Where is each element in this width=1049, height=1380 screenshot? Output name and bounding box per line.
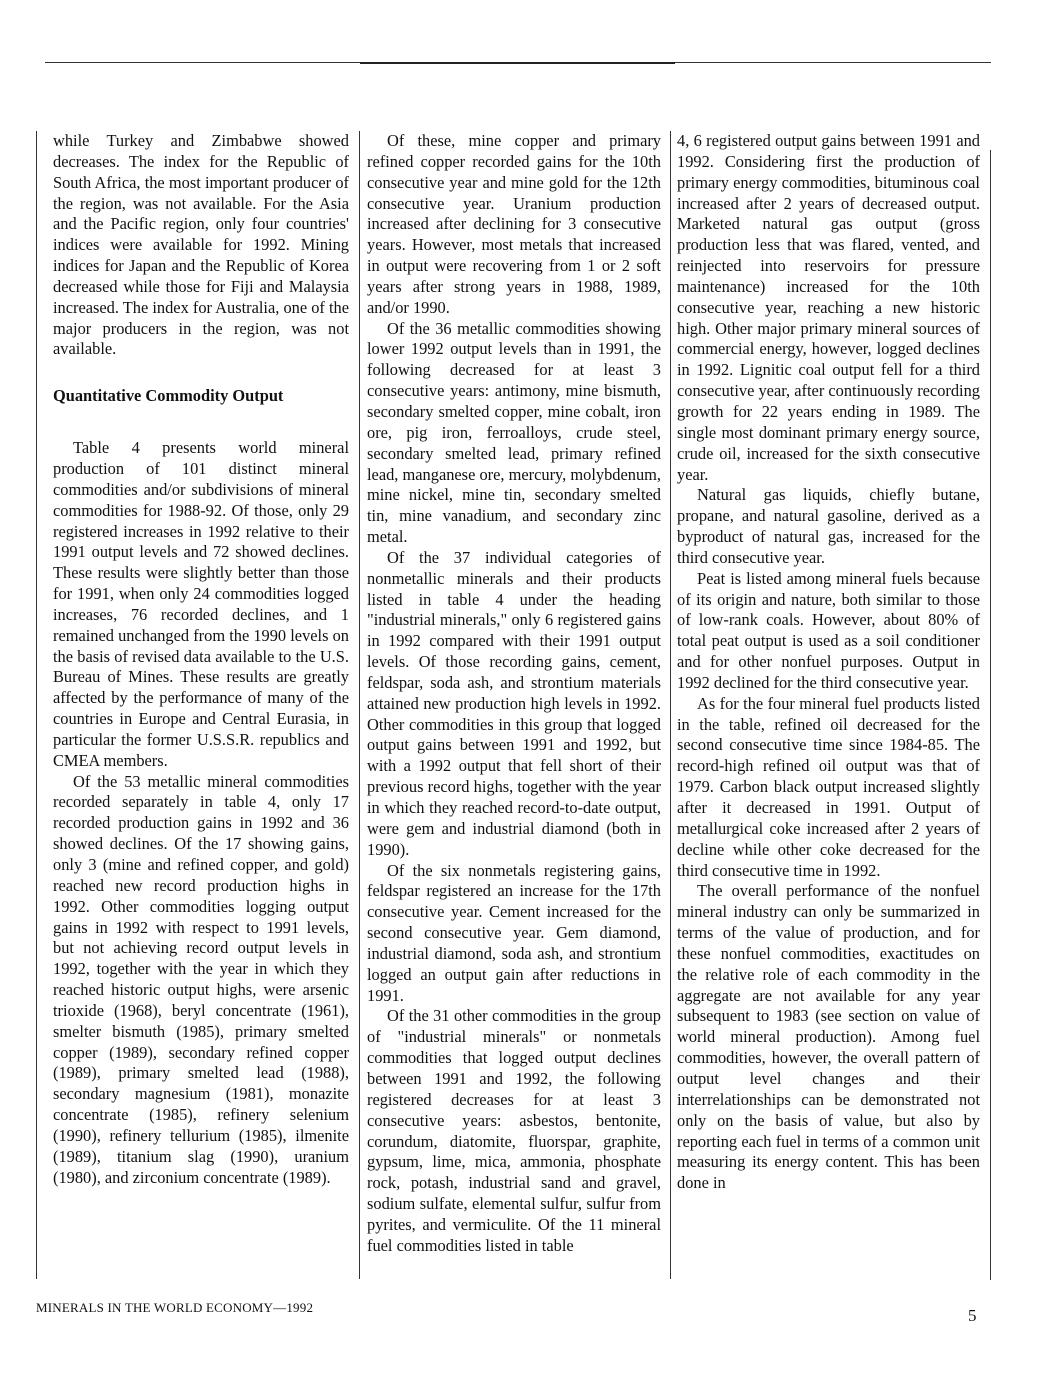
column-2 xyxy=(367,131,661,1281)
column-rule-right xyxy=(990,150,991,1280)
column-rule-mid-1 xyxy=(359,131,360,1279)
section-heading: Quantitative Commodity Output xyxy=(53,386,284,406)
top-rule-accent xyxy=(360,62,675,64)
column-3 xyxy=(677,131,980,1281)
paragraph: Of the six nonmetals registering gains, feldspar registered an increase for the 17th consecutive year. Cement increased for the second consecutive year. Gem diamond, industrial diamond, soda ash, and strontium logged an output gain after reductions in 1991. xyxy=(367,860,661,1005)
paragraph: Of the 36 metallic commodities showing lower 1992 output levels than in 1991, the following decreased for at least 3 consecutive years: antimony, mine bismuth, secondary smelted copper, mine cobalt, iron ore, pig iron, ferroalloys, crude steel, secondary smelted lead, primary refined lead, manganese ore, mercury, molybdenum, mine nickel, mine tin, secondary smelted tin, mine vanadium, and secondary zinc metal. xyxy=(367,318,661,547)
paragraph: Table 4 presents world mineral production of 101 distinct mineral commodities and/or subdivisions of mineral commodities for 1988-92. Of those, only 29 registered increases in 1992 relative to their 1991 output levels and 72 showed declines. These results were slightly better than those for 1991, when only 24 commodities logged increases, 76 recorded declines, and 1 remained unchanged from the 1990 levels on the basis of revised data available to the U.S. Bureau of Mines. These results are greatly affected by the performance of many of the countries in Europe and Central Eurasia, in particular the former U.S.S.R. republics and CMEA members. xyxy=(53,438,349,770)
column-1 xyxy=(53,131,349,1281)
running-footer-title: MINERALS IN THE WORLD ECONOMY—1992 xyxy=(36,1300,314,1315)
paragraph: Of these, mine copper and primary refined copper recorded gains for the 10th consecutive year and mine gold for the 12th consecutive year. Uranium production increased after declining for 3 consecutive years. However, most metals that increased in output were recovering from 1 or 2 soft years after strong years in 1988, 1989, and/or 1990. xyxy=(367,131,661,317)
column-rule-left xyxy=(36,131,37,1279)
paragraph: Of the 31 other commodities in the group of "industrial minerals" or nonmetals commodities that logged output declines between 1991 and 1992, the following registered decreases for at least 3 consecutive years: asbestos, bentonite, corundum, diatomite, fluorspar, graphite, gypsum, lime, mica, ammonia, phosphate rock, potash, industrial sand and gravel, sodium sulfate, elemental sulfur, sulfur from pyrites, and vermiculite. Of the 11 mineral fuel commodities listed in table xyxy=(367,1006,661,1255)
column-rule-mid-2 xyxy=(670,131,671,1279)
page-number: 5 xyxy=(968,1306,977,1325)
paragraph: Peat is listed among mineral fuels because of its origin and nature, both similar to those of low-rank coals. However, about 80% of total peat output is used as a soil conditioner and for other nonfuel purposes. Output in 1992 declined for the third consecutive year. xyxy=(677,568,980,692)
paragraph: 4, 6 registered output gains between 1991 and 1992. Considering first the production of primary energy commodities, bituminous coal increased after 2 years of decreased output. Marketed natural gas output (gross production less that was flared, vented, and reinjected into reservoirs for pressure maintenance) increased for the 10th consecutive year, reaching a new historic high. Other major primary mineral sources of commercial energy, however, logged declines in 1992. Lignitic coal output fell for a third consecutive year, after continuously recording growth for 22 years ending in 1989. The single most dominant primary energy source, crude oil, increased for the sixth consecutive year. xyxy=(677,131,980,484)
paragraph: while Turkey and Zimbabwe showed decreases. The index for the Republic of South Africa, the most important producer of the region, was not available. For the Asia and the Pacific region, only four countries' indices were available for 1992. Mining indices for Japan and the Republic of Korea decreased while those for Fiji and Malaysia increased. The index for Australia, one of the major producers in the region, was not available. xyxy=(53,131,349,359)
paragraph: Of the 53 metallic mineral commodities recorded separately in table 4, only 17 recorded production gains in 1992 and 36 showed declines. Of the 17 showing gains, only 3 (mine and refined copper, and gold) reached new record production highs in 1992. Other commodities logging output gains in 1992 with respect to 1991 levels, but not achieving record output levels in 1992, together with the year in which they reached historic output highs, were arsenic trioxide (1968), beryl concentrate (1961), smelter bismuth (1985), primary smelted copper (1989), secondary refined copper (1989), primary smelted lead (1988), secondary magnesium (1981), monazite concentrate (1985), refinery selenium (1990), refinery tellurium (1985), ilmenite (1989), titanium slag (1990), uranium (1980), and zirconium concentrate (1989). xyxy=(53,771,349,1187)
paragraph: Of the 37 individual categories of nonmetallic minerals and their products listed in table 4 under the heading "industrial minerals," only 6 registered gains in 1992 compared with their 1991 output levels. Of those recording gains, cement, feldspar, soda ash, and strontium materials attained new production high levels in 1992. Other commodities in this group that logged output gains between 1991 and 1992, but with a 1992 output that fell short of their previous record highs, together with the year in which they reached record-to-date output, were gem and industrial diamond (both in 1990). xyxy=(367,547,661,859)
paragraph: As for the four mineral fuel products listed in the table, refined oil decreased for the second consecutive time since 1984-85. The record-high refined oil output was that of 1979. Carbon black output increased slightly after it decreased in 1991. Output of metallurgical coke increased after 2 years of decline while other coke decreased for the third consecutive time in 1992. xyxy=(677,693,980,880)
paragraph: Natural gas liquids, chiefly butane, propane, and natural gasoline, derived as a byproduct of natural gas, increased for the third consecutive year. xyxy=(677,485,980,567)
paragraph: The overall performance of the nonfuel mineral industry can only be summarized in terms of the value of production, and for these nonfuel commodities, exactitudes on the relative role of each commodity in the aggregate are not available for any year subsequent to 1983 (see section on value of world mineral production). Among fuel commodities, however, the overall pattern of output level changes and their interrelationships can be demonstrated not only on the basis of value, but also by reporting each fuel in terms of a common unit measuring its energy content. This has been done in xyxy=(677,881,980,1193)
